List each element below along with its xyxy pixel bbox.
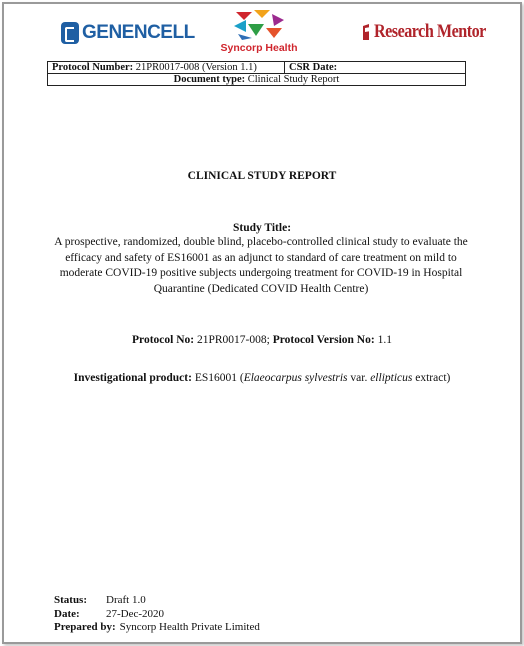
syncorp-health-logo <box>213 6 305 56</box>
product-genus: Elaeocarpus sylvestris <box>243 372 348 384</box>
protocol-no-label: Protocol No: <box>132 334 195 346</box>
document-type-cell <box>48 74 466 86</box>
product-prefix: ES16001 ( <box>194 372 244 384</box>
syncorp-logo-text: Syncorp Health <box>220 42 298 54</box>
page-frame <box>2 2 522 644</box>
prepared-by-label: Prepared by: <box>54 621 116 633</box>
status-row <box>54 594 260 608</box>
protocol-number-value: 21PR0017-008 (Version 1.1) <box>135 62 257 73</box>
product-var: var. <box>350 372 368 384</box>
document-type-value: Clinical Study Report <box>247 74 340 85</box>
protocol-version-value: 1.1 <box>377 334 392 346</box>
document-type-label: Document type: <box>173 74 246 85</box>
csr-date-cell <box>285 62 466 74</box>
csr-date-label: CSR Date: <box>289 62 338 73</box>
protocol-no-value: 21PR0017-008; <box>196 334 270 346</box>
research-mentor-logo-text: Research Mentor <box>374 21 486 42</box>
date-label: Date: <box>54 607 80 620</box>
product-label: Investigational product: <box>73 372 192 384</box>
date-row <box>54 608 260 622</box>
prepared-by-row <box>54 621 260 635</box>
protocol-info-line <box>0 334 524 346</box>
syncorp-swirl-icon <box>224 6 294 42</box>
research-mentor-mark-icon <box>362 22 372 42</box>
status-label: Status: <box>54 594 88 606</box>
genencell-logo-text: GENENCELL <box>82 22 195 43</box>
document-header-table <box>47 61 466 86</box>
genencell-logo <box>61 16 195 50</box>
protocol-number-cell <box>48 62 285 74</box>
document-title: CLINICAL STUDY REPORT <box>187 170 337 182</box>
study-title-label: Study Title: <box>232 222 292 234</box>
protocol-version-label: Protocol Version No: <box>272 334 375 346</box>
date-value: 27-Dec-2020 <box>106 607 165 620</box>
prepared-by-value: Syncorp Health Private Limited <box>119 621 260 633</box>
research-mentor-logo <box>362 18 506 46</box>
genencell-mark-icon <box>61 22 79 44</box>
document-footer <box>54 594 260 635</box>
status-value: Draft 1.0 <box>106 594 146 606</box>
investigational-product-line <box>0 372 504 384</box>
protocol-number-label: Protocol Number: <box>52 62 134 73</box>
product-variety: ellipticus <box>370 372 413 384</box>
product-suffix: extract) <box>415 372 451 384</box>
study-title-text: A prospective, randomized, double blind, placebo-controlled clinical study to evaluate the efficacy and safety of ES16001 as an adjunct to standard of care treatment on mild to moderate COVID-19 positive subjects undergoing treatment for COVID-19 in Hospital Quarantine (Dedicated COVID Health Centre) <box>54 236 468 295</box>
